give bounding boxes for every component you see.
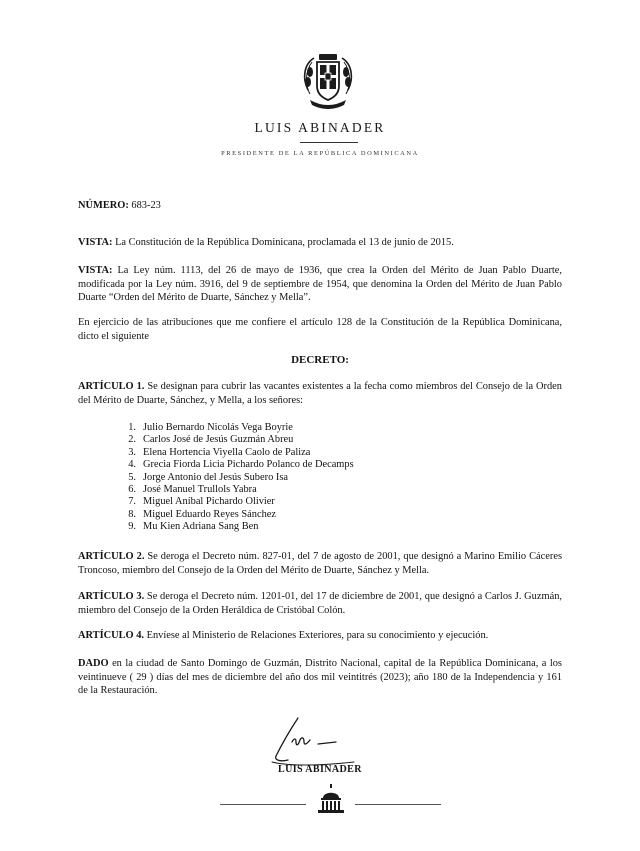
list-item: 4. Grecia Fiorda Licia Pichardo Polanco de Decamps — [128, 459, 354, 471]
coat-of-arms-icon — [300, 50, 356, 112]
article-1 — [78, 380, 562, 407]
decree-number-label: NÚMERO: — [78, 200, 129, 211]
vista-constitution — [78, 236, 562, 250]
vista-text: La Ley núm. 1113, del 26 de mayo de 1936, que crea la Orden del Mérito de Juan Pablo Duarte, modificada por la Ley núm. 3916, del 9 de septiembre de 1954, que denomina la Orden del Mérito de Juan Pablo Duarte “Orden del Mérito de Duarte, Sánchez y Mella”. — [78, 265, 562, 304]
vista-text: La Constitución de la República Dominicana, proclamada el 13 de junio de 2015. — [115, 237, 454, 248]
article-text: Se deroga el Decreto núm. 827-01, del 7 de agosto de 2001, que designó a Marino Emilio Cáceres Troncoso, miembro del Consejo de la Orden del Mérito de Duarte, Sánchez y Mella. — [78, 551, 562, 576]
dado-text: en la ciudad de Santo Domingo de Guzmán, Distrito Nacional, capital de la República Dominicana, a los veintinueve ( 29 ) días del mes de diciembre del año dos mil veintitrés (2023); año 180 de la Independencia y 161 de la Restauración. — [78, 658, 562, 697]
list-item: 9. Mu Kien Adriana Sang Ben — [128, 521, 259, 533]
list-item: 2. Carlos José de Jesús Guzmán Abreu — [128, 434, 294, 446]
ejercicio-paragraph: En ejercicio de las atribuciones que me confiere el artículo 128 de la Constitución de la República Dominicana, dicto el siguiente — [78, 317, 562, 342]
header-divider — [300, 142, 358, 143]
list-item: 7. Miguel Aníbal Pichardo Olivier — [128, 496, 275, 508]
list-item: 3. Elena Hortencia Viyella Caolo de Paliza — [128, 446, 311, 458]
article-label: ARTÍCULO 1. — [78, 381, 145, 392]
vista-label: VISTA: — [78, 265, 113, 276]
list-item: 5. Jorge Antonio del Jesús Subero Isa — [128, 471, 288, 483]
signature-mark — [258, 712, 378, 772]
members-list — [118, 422, 354, 534]
article-text: Se designan para cubrir las vacantes existentes a la fecha como miembros del Consejo de la Orden del Mérito de Duarte, Sánchez, y Mella, a los señores: — [78, 381, 562, 406]
decree-number-value: 683-23 — [131, 200, 161, 211]
dado-label: DADO — [78, 658, 109, 669]
article-label: ARTÍCULO 4. — [78, 630, 145, 641]
footer-rule-right — [355, 804, 441, 805]
article-text: Se deroga el Decreto núm. 1201-01, del 17 de diciembre de 2001, que designó a Carlos J. Guzmán, miembro del Consejo de la Orden Heráldica de Cristóbal Colón. — [78, 591, 562, 616]
article-4 — [78, 629, 562, 643]
decree-number — [78, 199, 562, 213]
vista-law — [78, 264, 562, 305]
article-label: ARTÍCULO 2. — [78, 551, 145, 562]
article-3 — [78, 590, 562, 617]
article-text: Envíese al Ministerio de Relaciones Exteriores, para su conocimiento y ejecución. — [146, 630, 489, 641]
list-item: 8. Miguel Eduardo Reyes Sánchez — [128, 508, 277, 520]
signatory-name: LUIS ABINADER — [278, 764, 362, 775]
dado-paragraph — [78, 657, 562, 698]
article-2 — [78, 550, 562, 577]
president-name-header: LUIS ABINADER — [254, 120, 386, 135]
footer-rule-left — [220, 804, 306, 805]
palace-dome-icon — [314, 784, 348, 816]
president-title: PRESIDENTE DE LA REPÚBLICA DOMINICANA — [221, 150, 419, 157]
vista-label: VISTA: — [78, 237, 113, 248]
list-item: 6. José Manuel Trullols Yabra — [128, 484, 257, 496]
list-item: 1. Julio Bernardo Nicolás Vega Boyrie — [128, 422, 293, 433]
decree-title: DECRETO: — [291, 354, 349, 366]
article-label: ARTÍCULO 3. — [78, 591, 145, 602]
